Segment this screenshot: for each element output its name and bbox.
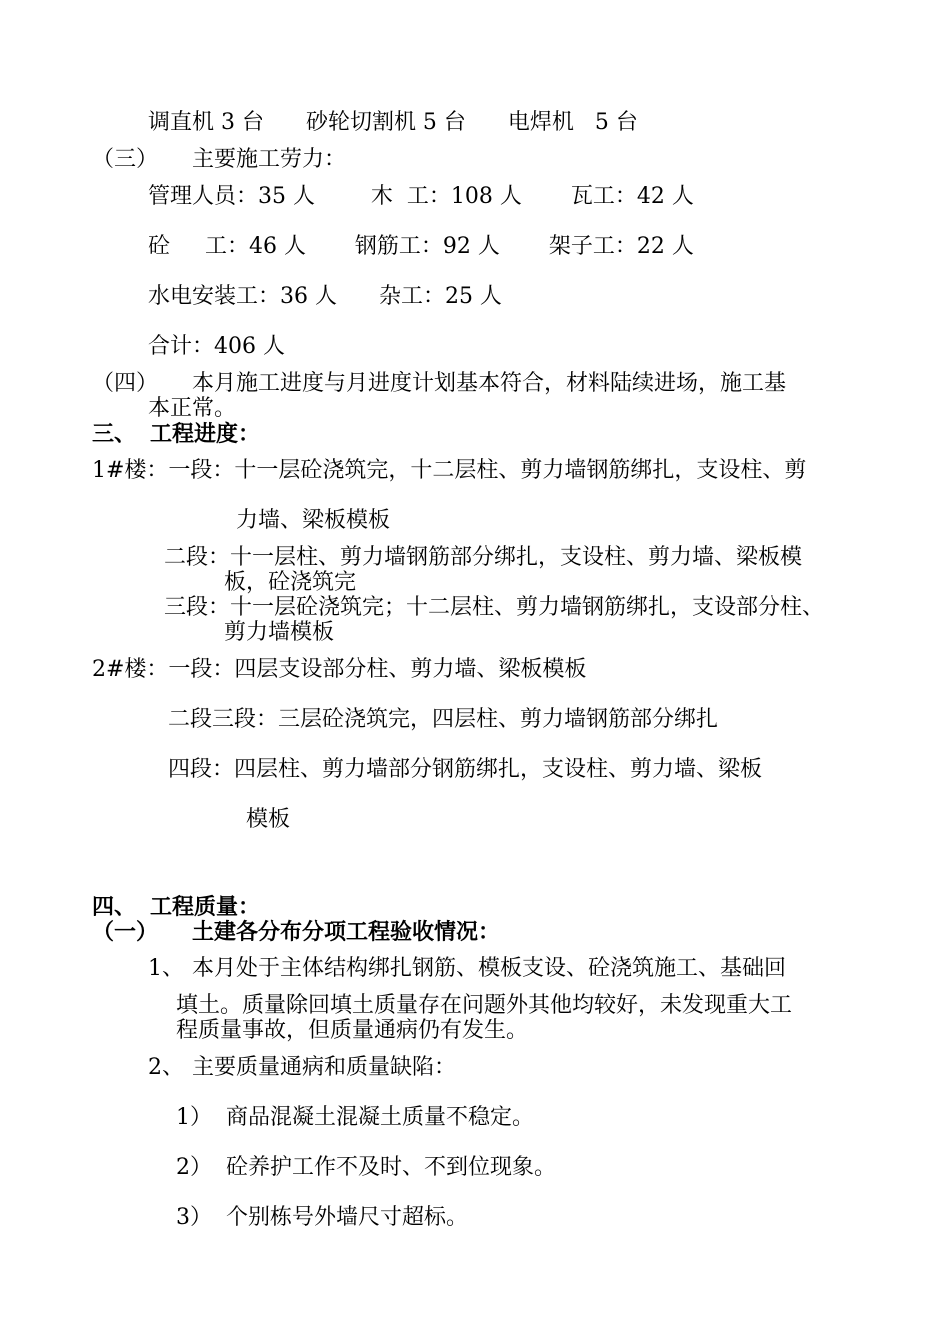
item-2-number: 2、 xyxy=(148,1055,184,1080)
equipment-line: 调直机 3 台 砂轮切割机 5 台 电焊机 5 台 xyxy=(148,110,638,135)
building-1-segment-2-line-2: 板，砼浇筑完 xyxy=(224,570,357,595)
defect-1-text: 商品混凝土混凝土质量不稳定。 xyxy=(226,1105,535,1130)
section-3-number: 三、 xyxy=(92,421,137,447)
building-1-segment-1-line-2: 力墙、梁板模板 xyxy=(236,508,391,533)
building-2-segments-2-3: 二段三段：三层砼浇筑完，四层柱、剪力墙钢筋部分绑扎 xyxy=(168,707,719,732)
building-1-segment-3-line-1: 三段：十一层砼浇筑完；十二层柱、剪力墙钢筋绑扎，支设部分柱、 xyxy=(164,595,825,620)
item-1-line-2: 填土。质量除回填土质量存在问题外其他均较好，未发现重大工 xyxy=(176,993,793,1018)
defect-3-number: 3） xyxy=(176,1205,212,1230)
labor-row-2: 砼 工：46 人 钢筋工：92 人 架子工：22 人 xyxy=(148,234,694,259)
labor-total: 合计：406 人 xyxy=(148,334,285,359)
progress-note-line-2: 本正常。 xyxy=(148,396,237,421)
defect-2-number: 2） xyxy=(176,1155,212,1180)
item-1-number: 1、 xyxy=(148,956,184,981)
labor-row-3: 水电安装工：36 人 杂工：25 人 xyxy=(148,284,502,309)
building-2-segment-1: 2#楼：一段：四层支设部分柱、剪力墙、梁板模板 xyxy=(92,657,587,682)
building-2-segment-4-line-1: 四段：四层柱、剪力墙部分钢筋绑扎，支设柱、剪力墙、梁板 xyxy=(168,757,763,782)
building-2-segment-4-line-2: 模板 xyxy=(246,807,291,832)
item-1-line-3: 程质量事故，但质量通病仍有发生。 xyxy=(176,1018,529,1043)
item-2-title: 主要质量通病和质量缺陷： xyxy=(192,1055,457,1080)
section-4-title: 工程质量： xyxy=(150,894,261,920)
section-3-title: 工程进度： xyxy=(150,421,261,447)
building-1-segment-2-line-1: 二段：十一层柱、剪力墙钢筋部分绑扎，支设柱、剪力墙、梁板模 xyxy=(164,545,803,570)
subsection-1-title: 土建各分布分项工程验收情况： xyxy=(192,919,501,945)
labor-row-1: 管理人员：35 人 木 工：108 人 瓦工：42 人 xyxy=(148,184,694,209)
progress-note-number: （四） xyxy=(92,371,159,396)
building-1-segment-1-line-1: 1#楼：一段：十一层砼浇筑完，十二层柱、剪力墙钢筋绑扎，支设柱、剪 xyxy=(92,458,807,483)
defect-1-number: 1） xyxy=(176,1105,212,1130)
section-4-number: 四、 xyxy=(92,894,137,920)
subsection-1-number: （一） xyxy=(92,919,159,945)
item-1-line-1: 本月处于主体结构绑扎钢筋、模板支设、砼浇筑施工、基础回 xyxy=(192,956,787,981)
labor-heading-number: （三） xyxy=(92,147,159,172)
defect-2-text: 砼养护工作不及时、不到位现象。 xyxy=(226,1155,557,1180)
progress-note-line-1: 本月施工进度与月进度计划基本符合，材料陆续进场，施工基 xyxy=(192,371,787,396)
building-1-segment-3-line-2: 剪力墙模板 xyxy=(224,620,335,645)
defect-3-text: 个别栋号外墙尺寸超标。 xyxy=(226,1205,469,1230)
labor-heading: 主要施工劳力： xyxy=(192,147,347,172)
